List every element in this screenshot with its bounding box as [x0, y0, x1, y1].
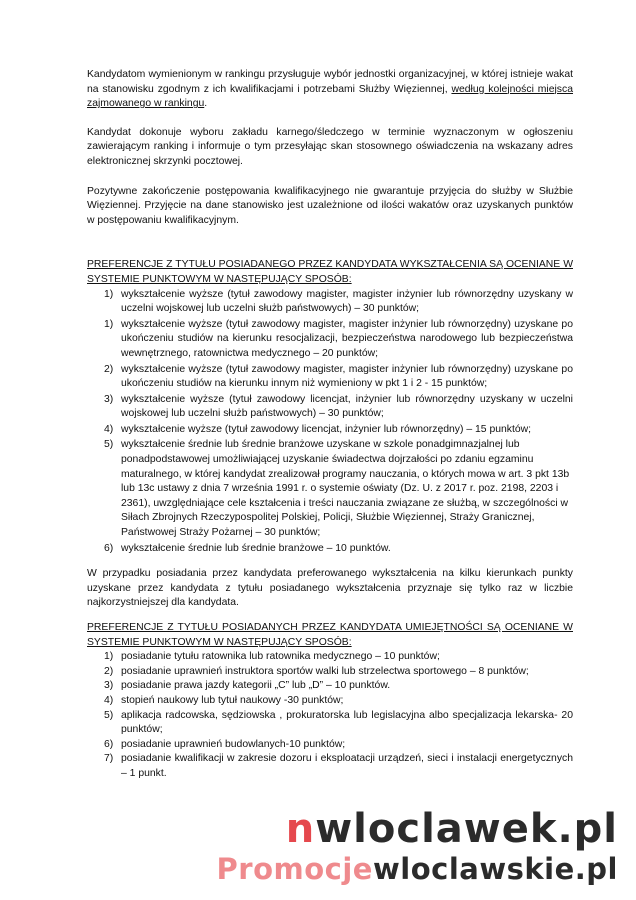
paragraph-end: . [204, 98, 208, 110]
item-text: wykształcenie wyższe (tytuł zawodowy licencjat, inżynier lub równorzędny uzyskany w uczelni wojskowej lub uczelni służb państwowych) – 30 punktów; [121, 393, 573, 420]
item-number: 7) [104, 753, 114, 765]
item-number: 1) [104, 651, 114, 663]
item-text: posiadanie prawa jazdy kategorii „C” lub „D” – 10 punktów. [121, 680, 391, 692]
item-number: 5) [104, 439, 114, 451]
item-text: aplikacja radcowska, sędziowska , prokuratorska lub legislacyjna albo specjalizacja lekarska- 20 punktów; [121, 709, 573, 736]
watermark-nwloclawek [286, 806, 618, 852]
item-text: posiadanie kwalifikacji w zakresie dozoru i eksploatacji urządzeń, sieci i instalacji energetycznych – 1 punkt. [121, 753, 573, 779]
paragraph-text: Kandydatom wymienionym w rankingu przysługuje wybór jednostki organizacyjnej, w której istnieje wakat na stanowisku zgodnym z ich kwalifikacjami i potrzebami Służby Więziennej, [87, 69, 573, 95]
list-item [87, 363, 573, 392]
list-item [87, 694, 573, 709]
item-text: wykształcenie średnie lub średnie branżowe – 10 punktów. [121, 542, 391, 554]
item-number: 3) [104, 680, 114, 692]
watermark-text: wloclawek.pl [315, 806, 618, 852]
item-text: posiadanie tytułu ratownika lub ratownika medycznego – 10 punktów; [121, 651, 440, 663]
section-heading-skills: PREFERENCJE Z TYTUŁU POSIADANYCH PRZEZ KANDYDATA UMIEJĘTNOŚCI SĄ OCENIANE W SYSTEMIE PUNKTOWYM W NASTĘPUJĄCY SPOSÓB: [87, 622, 573, 648]
item-text: wykształcenie średnie lub średnie branżowe uzyskane w szkole ponadgimnazjalnej lub ponadpodstawowej umożliwiającej uzyskanie świadectwa dojrzałości po zdaniu egzaminu maturalnego, w której kandydat zrealizował programy nauczania, o których mowa w art. 3 pkt 13b lub 13c ustawy z dnia 7 września 1991 r. o systemie oświaty (Dz. U. z 2017 r. poz. 2198, 2203 i 2361), uwzględniające cele kształcenia i treści nauczania związane ze służbą, w szczególności w Siłach Zbrojnych Rzeczypospolitej Polskiej, Policji, Służbie Więziennej, Straży Granicznej, Państwowej Straży Pożarnej – 30 punktów; [121, 439, 570, 539]
list-item [87, 318, 573, 362]
item-number: 3) [104, 393, 114, 405]
watermark-text: wloclawskie.pl [372, 852, 618, 886]
paragraph-unit-selection: Kandydat dokonuje wyboru zakładu karnego/śledczego w terminie wyznaczonym w ogłoszeniu zawierającym ranking i informuje o tym przesyłając skan stosownego oświadczenia na wskazany adres elektronicznej skrzynki pocztowej. [87, 126, 573, 167]
item-number: 1) [104, 318, 114, 330]
document-page [87, 68, 573, 782]
list-item [87, 650, 573, 665]
list-item [87, 393, 573, 422]
list-item [87, 542, 573, 557]
item-text: posiadanie uprawnień budowlanych-10 punktów; [121, 738, 346, 750]
list-item [87, 752, 573, 781]
section-heading-education: PREFERENCJE Z TYTUŁU POSIADANEGO PRZEZ KANDYDATA WYKSZTAŁCENIA SĄ OCENIANE W SYSTEMIE PUNKTOWYM W NASTĘPUJĄCY SPOSÓB: [87, 259, 573, 285]
watermark-letter: n [285, 806, 316, 852]
paragraph-ranking-choice [87, 68, 573, 112]
item-number: 5) [104, 709, 114, 721]
paragraph-multiple-degrees-note: W przypadku posiadania przez kandydata preferowanego wykształcenia na kilku kierunkach punkty uzyskane przez kandydata z tytułu posiadanego wykształcenia przyznaje się tylko raz w liczbie najkorzystniejszej dla kandydata. [87, 568, 573, 609]
item-text: wykształcenie wyższe (tytuł zawodowy magister, magister inżynier lub równorzędny) uzyskane po ukończeniu studiów na kierunku resocjalizacji, bezpieczeństwa narodowego lub bezpieczeństwa wewnętrznego, ratownictwa medycznego – 20 punktów; [121, 318, 573, 359]
list-item [87, 738, 573, 753]
list-item [87, 423, 573, 438]
item-text: stopień naukowy lub tytuł naukowy -30 punktów; [121, 694, 344, 706]
item-number: 6) [104, 738, 114, 750]
item-text: wykształcenie wyższe (tytuł zawodowy magister, magister inżynier lub równorzędny uzyskany w uczelni wojskowej lub uczelni służb państwowych) – 30 punktów; [121, 288, 573, 315]
underlined-text: według kolejności miejsca zajmowanego w rankingu [87, 83, 573, 110]
list-item [87, 438, 573, 540]
paragraph-no-guarantee: Pozytywne zakończenie postępowania kwalifikacyjnego nie gwarantuje przyjęcia do służby w Służbie Więziennej. Przyjęcie na dane stanowisko jest uzależnione od ilości wakatów oraz uzyskanych punktów w postępowaniu kwalifikacyjnym. [87, 185, 573, 226]
skills-points-list [87, 650, 573, 781]
list-item [87, 665, 573, 680]
item-number: 1) [104, 288, 114, 300]
item-text: wykształcenie wyższe (tytuł zawodowy licencjat, inżynier lub równorzędny) – 15 punktów; [121, 423, 532, 435]
item-text: wykształcenie wyższe (tytuł zawodowy magister, magister inżynier lub równorzędny) uzyskane po ukończeniu studiów na kierunku innym niż wymieniony w pkt 1 i 2 - 15 punktów; [121, 363, 573, 390]
list-item [87, 709, 573, 738]
item-number: 4) [104, 423, 114, 435]
item-number: 6) [104, 542, 114, 554]
education-points-list [87, 288, 573, 557]
watermark-promocje [217, 852, 618, 886]
list-item [87, 288, 573, 317]
item-number: 2) [104, 665, 114, 677]
watermark-prefix: Promocje [216, 852, 373, 886]
list-item [87, 679, 573, 694]
item-number: 4) [104, 694, 114, 706]
item-text: posiadanie uprawnień instruktora sportów walki lub strzelectwa sportowego – 8 punktów; [121, 665, 529, 677]
item-number: 2) [104, 363, 114, 375]
